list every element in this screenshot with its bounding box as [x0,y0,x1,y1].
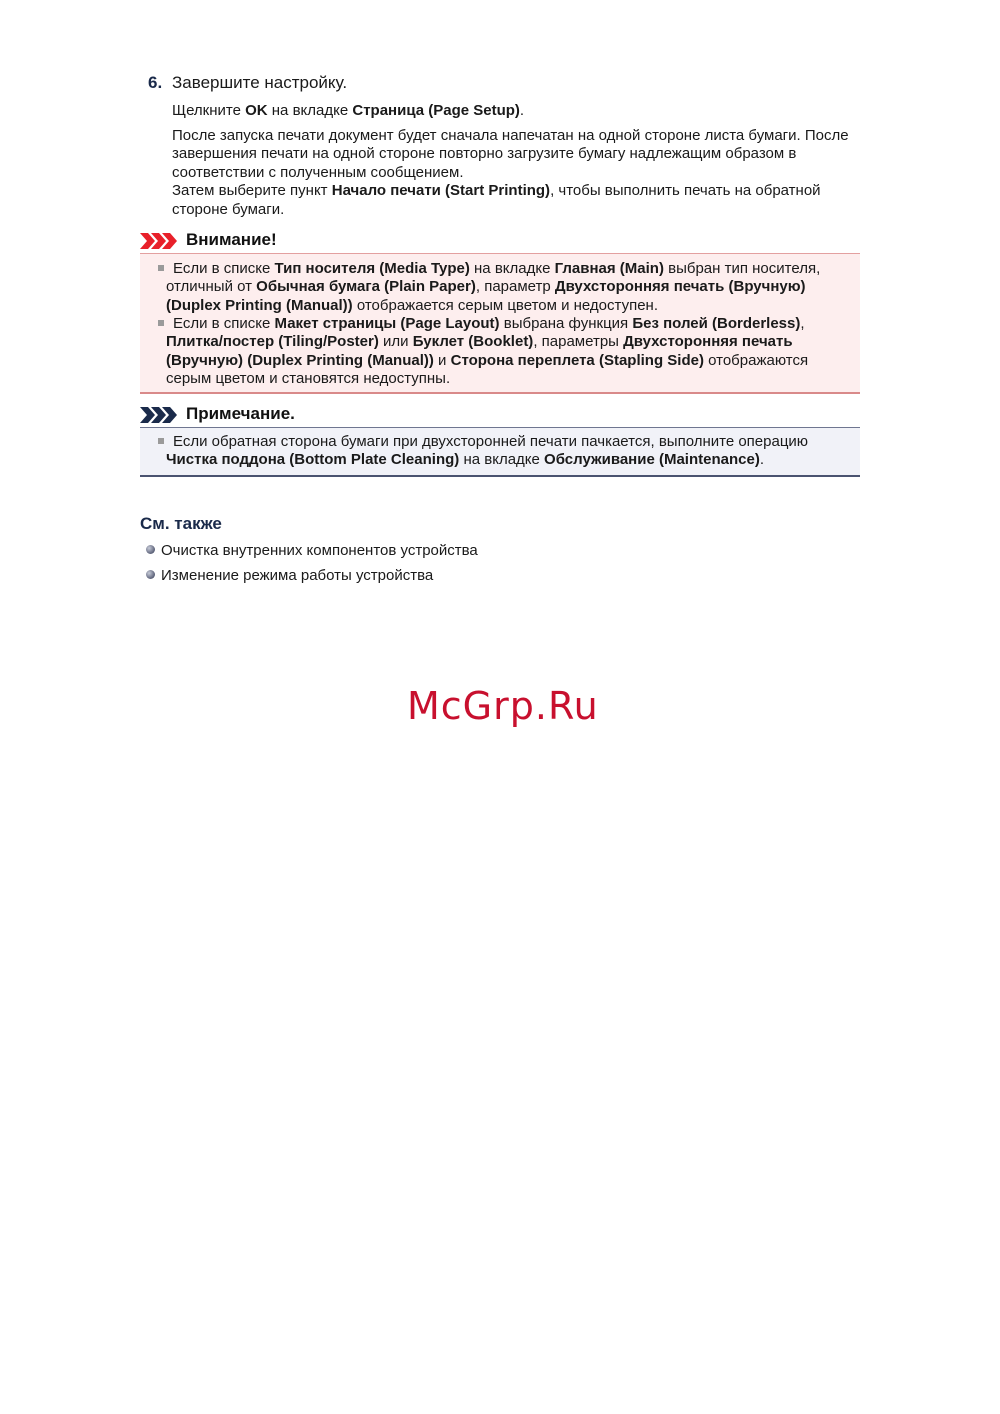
caution-item-1: Если в списке Тип носителя (Media Type) на вкладке Главная (Main) выбран тип носителя, отличный от Обычная бумага (Plain Paper), параметр Двухсторонняя печать (Вручную) (Duplex Printing (Manual)) отображается серым цветом и недоступен. [158,260,848,315]
note-title: Примечание. [186,404,295,423]
see-also-link-1[interactable]: Очистка внутренних компонентов устройства [146,542,478,559]
step-description: После запуска печати документ будет сначала напечатан на одной стороне листа бумаги. После завершения печати на одной стороне повторно загрузите бумагу надлежащим образом в соответствии с полученным сообщением. Затем выберите пункт Начало печати (Start Printing), чтобы выполнить печать на обратной стороне бумаги. [172,127,849,218]
see-also-heading: См. также [140,514,222,533]
note-arrows-icon [140,406,182,424]
caution-arrows-icon [140,232,182,250]
note-box [140,427,860,477]
note-item-1: Если обратная сторона бумаги при двухсторонней печати пачкается, выполните операцию Чистка поддона (Bottom Plate Cleaning) на вкладке Обслуживание (Maintenance). [158,433,848,470]
caution-header [140,230,860,252]
bullet-square-icon [158,320,164,326]
caution-title: Внимание! [186,230,277,249]
bullet-dot-icon [146,570,155,579]
step-number: 6. [148,73,163,92]
note-header [140,404,860,426]
bullet-square-icon [158,438,164,444]
caution-box [140,253,860,394]
caution-item-2: Если в списке Макет страницы (Page Layout) выбрана функция Без полей (Borderless), Плитка/постер (Tiling/Poster) или Буклет (Booklet), параметры Двухсторонняя печать (Вручную) (Duplex Printing (Manual)) и Сторона переплета (Stapling Side) отображаются серым цветом и становятся недоступны. [158,315,848,389]
watermark: McGrp.Ru [407,684,599,728]
bullet-dot-icon [146,545,155,554]
step-title: Завершите настройку. [172,73,348,92]
bullet-square-icon [158,265,164,271]
step-instruction: Щелкните OK на вкладке Страница (Page Setup). [172,102,525,119]
see-also-link-2[interactable]: Изменение режима работы устройства [146,567,433,584]
